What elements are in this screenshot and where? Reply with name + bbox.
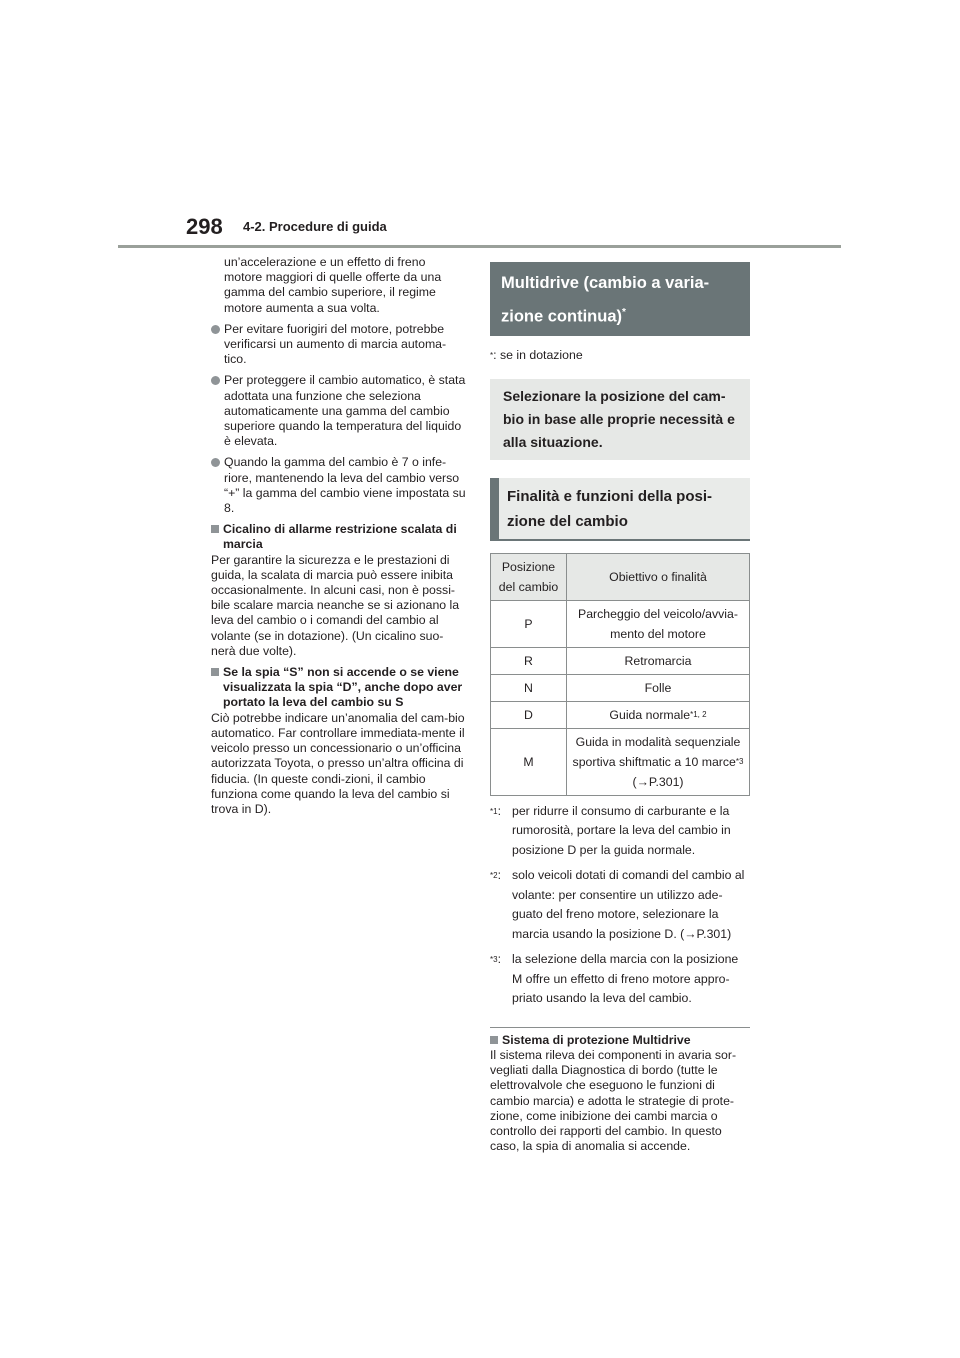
header-position: Posizione del cambio xyxy=(491,553,567,600)
info-separator xyxy=(490,1027,750,1155)
right-column xyxy=(490,262,750,1160)
table-row xyxy=(491,647,750,674)
bullet-item xyxy=(211,455,467,516)
table-row xyxy=(491,701,750,728)
bullet-text: Per proteggere il cambio automatico, è stata adottata una funzione che seleziona automaticamente una gamma del cambio superiore quando la temperatura del liquido è elevata. xyxy=(224,373,466,449)
summary-box: Selezionare la posizione del cam-bio in base alle proprie necessità e alla situazione. xyxy=(490,379,750,460)
square-bullet-icon xyxy=(211,525,219,533)
table-row xyxy=(491,728,750,795)
subheading-text: Cicalino di allarme restrizione scalata di marcia xyxy=(223,522,457,552)
bullet-item xyxy=(211,322,467,368)
paragraph: Ciò potrebbe indicare un’anomalia del cam-bio automatico. Far controllare immediata-mente il veicolo presso un concessionario o un’officina autorizzata Toyota, o presso un’altra officina di fiducia. (In queste condi-zioni, il cambio funziona come quando la leva del cambio si trova in D). xyxy=(211,710,465,816)
page-number: 298 xyxy=(186,214,223,239)
subsection-heading: Finalità e funzioni della posi-zione del cambio xyxy=(490,478,750,541)
table-header xyxy=(491,553,750,600)
bullet-dot-icon xyxy=(211,458,220,467)
note-mark: * xyxy=(490,350,494,360)
bullet-dot-icon xyxy=(211,325,220,334)
footnote-mark: *1, 2 xyxy=(690,709,707,719)
square-bullet-icon xyxy=(490,1036,498,1044)
left-column xyxy=(211,255,467,823)
footnote: $^{*2}$: solo veicoli dotati di comandi del cambio al volante: per consentire un utilizzo ade-guato del freno motore, selezionare la marcia usando la posizione D. (→P.301) xyxy=(490,866,750,944)
footnote-key: *1 xyxy=(490,806,498,816)
continued-text: un’accelerazione e un effetto di freno motore maggiori di quelle offerte da una gamma del cambio superiore, il regime motore aumenta a sua volta. xyxy=(224,255,442,315)
bullet-text: Quando la gamma del cambio è 7 o infe-riore, mantenendo la leva del cambio verso “+” la gamma del cambio viene impostata su 8. xyxy=(224,455,466,516)
header-rule xyxy=(118,245,841,248)
section-heading-text: Multidrive (cambio a varia-zione continua) xyxy=(501,274,710,326)
subheading-text: Sistema di protezione Multidrive xyxy=(502,1032,691,1047)
paragraph: Per garantire la sicurezza e le prestazioni di guida, la scalata di marcia può essere inibita occasionalmente. In alcuni casi, non è possi-bile scalare marcia neanche se si azionano la leva del cambio o i comandi del cambio al volante (se in dotazione). (Un cicalino suo-nerà due volte). xyxy=(211,552,460,658)
heading-mark: * xyxy=(622,307,626,318)
gear-position: M xyxy=(491,728,567,795)
footnote-text: per ridurre il consumo di carburante e la rumorosità, portare la leva del cambio in posizione D per la guida normale. xyxy=(512,803,731,857)
footnote: $^{*3}$: la selezione della marcia con la posizione M offre un effetto di freno motore appro-priato usando la leva del cambio. xyxy=(490,950,750,1009)
subheading xyxy=(490,1033,750,1048)
gear-purpose: Guida in modalità sequenziale sportiva shiftmatic a 10 marce$^{*3}$ (→P.301) xyxy=(567,728,750,795)
subheading xyxy=(211,522,467,552)
bullet-item xyxy=(211,373,467,449)
gear-position: D xyxy=(491,701,567,728)
gear-purpose: Parcheggio del veicolo/avvia-mento del motore xyxy=(567,600,750,647)
gear-position: R xyxy=(491,647,567,674)
bullet-text: Per evitare fuorigiri del motore, potrebbe verificarsi un aumento di marcia automa-tico. xyxy=(224,321,447,367)
footnote-key: *3 xyxy=(490,955,498,965)
subheading xyxy=(211,665,467,711)
bullet-dot-icon xyxy=(211,376,220,385)
gear-table xyxy=(490,553,750,796)
table-row xyxy=(491,600,750,647)
section-heading xyxy=(490,262,750,336)
paragraph: Il sistema rileva dei componenti in avaria sor-vegliati dalla Diagnostica di bordo (tutte le elettrovalvole che eseguono le funzioni di cambio marcia) e adotta le strategie di prote-zione, come inibizione dei cambi marcia o controllo dei rapporti del cambio. In questo caso, la spia di anomalia si accende. xyxy=(490,1047,737,1154)
footnote: $^{*1}$: per ridurre il consumo di carburante e la rumorosità, portare la leva del cambio in posizione D per la guida normale. xyxy=(490,802,750,861)
gear-purpose: Retromarcia xyxy=(567,647,750,674)
footnote-text: solo veicoli dotati di comandi del cambio al volante: per consentire un utilizzo ade-guato del freno motore, selezionare la marcia usando la posizione D. (→P.301) xyxy=(512,868,745,941)
note-text: : se in dotazione xyxy=(493,347,583,362)
gear-purpose: Guida normale$^{*1, 2}$ xyxy=(567,701,750,728)
availability-note xyxy=(490,348,750,363)
gear-purpose: Folle xyxy=(567,674,750,701)
gear-position: N xyxy=(491,674,567,701)
page-reference: (→P.301) xyxy=(632,774,684,789)
footnote-key: *2 xyxy=(490,871,498,881)
gear-position: P xyxy=(491,600,567,647)
header-purpose: Obiettivo o finalità xyxy=(567,553,750,600)
section-title: 4-2. Procedure di guida xyxy=(243,219,387,234)
footnote-text: la selezione della marcia con la posizione M offre un effetto di freno motore appro-priato usando la leva del cambio. xyxy=(512,952,739,1006)
table-row xyxy=(491,674,750,701)
subheading-text: Se la spia “S” non si accende o se viene visualizzata la spia “D”, anche dopo aver portato la leva del cambio su S xyxy=(223,665,463,710)
footnote-mark: *3 xyxy=(735,756,744,766)
square-bullet-icon xyxy=(211,668,219,676)
